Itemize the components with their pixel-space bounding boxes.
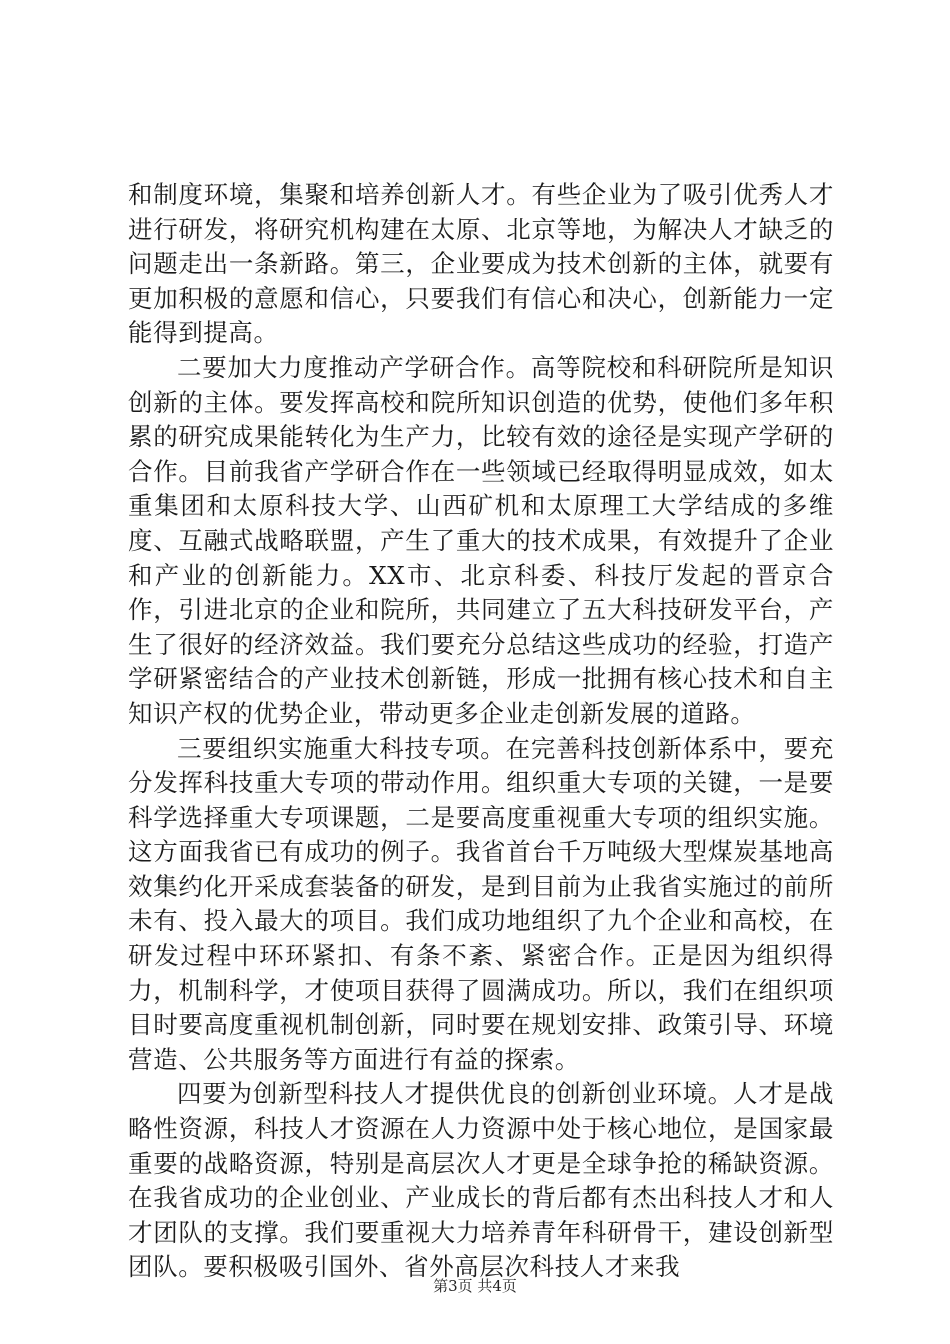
paragraph-1: 和制度环境，集聚和培养创新人才。有些企业为了吸引优秀人才进行研发，将研究机构建在太原、北京等地，为解决人才缺乏的问题走出一条新路。第三，企业要成为技术创新的主体，就要有更加积极的意愿和信心，只要我们有信心和决心，创新能力一定能得到提高。 <box>128 180 834 348</box>
paragraph-3: 三要组织实施重大科技专项。在完善科技创新体系中，要充分发挥科技重大专项的带动作用。组织重大专项的关键，一是要科学选择重大专项课题，二是要高度重视重大专项的组织实施。这方面我省已有成功的例子。我省首台千万吨级大型煤炭基地高效集约化开采成套装备的研发，是到目前为止我省实施过的前所未有、投入最大的项目。我们成功地组织了九个企业和高校，在研发过程中环环紧扣、有条不紊、紧密合作。正是因为组织得力，机制科学，才使项目获得了圆满成功。所以，我们在组织项目时要高度重视机制创新，同时要在规划安排、政策引导、环境营造、公共服务等方面进行有益的探索。 <box>128 733 834 1074</box>
document-body <box>128 178 834 1285</box>
paragraph-2: 二要加大力度推动产学研合作。高等院校和科研院所是知识创新的主体。要发挥高校和院所知识创造的优势，使他们多年积累的研究成果能转化为生产力，比较有效的途径是实现产学研的合作。目前我省产学研合作在一些领域已经取得明显成效，如太重集团和太原科技大学、山西矿机和太原理工大学结成的多维度、互融式战略联盟，产生了重大的技术成果，有效提升了企业和产业的创新能力。XX市、北京科委、科技厅发起的晋京合作，引进北京的企业和院所，共同建立了五大科技研发平台，产生了很好的经济效益。我们要充分总结这些成功的经验，打造产学研紧密结合的产业技术创新链，形成一批拥有核心技术和自主知识产权的优势企业，带动更多企业走创新发展的道路。 <box>128 352 834 728</box>
paragraph-4: 四要为创新型科技人才提供优良的创新创业环境。人才是战略性资源，科技人才资源在人力资源中处于核心地位，是国家最重要的战略资源，特别是高层次人才更是全球争抢的稀缺资源。在我省成功的企业创业、产业成长的背后都有杰出科技人才和人才团队的支撑。我们要重视大力培养青年科研骨干，建设创新型团队。要积极吸引国外、省外高层次科技人才来我 <box>128 1079 834 1282</box>
page-number-footer: 第3页 共4页 <box>433 1277 517 1295</box>
